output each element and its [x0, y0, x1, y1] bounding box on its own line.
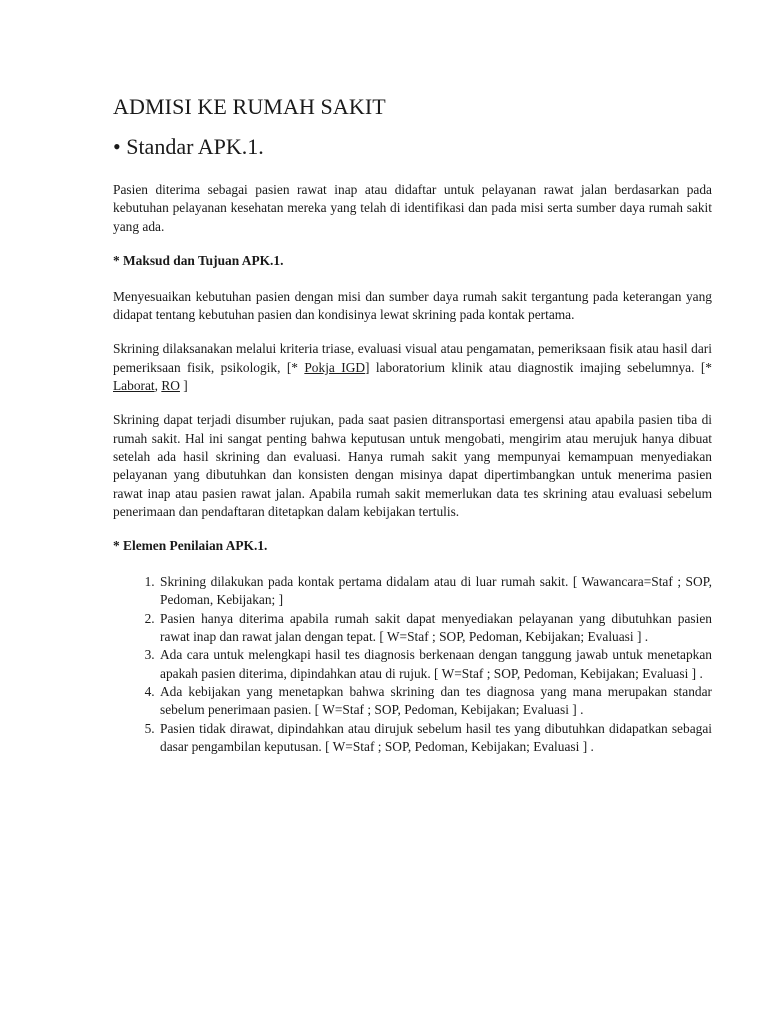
maksud-p2-text-d: ] [179, 378, 188, 394]
maksud-paragraph-3: Skrining dapat terjadi disumber rujukan, pada saat pasien ditransportasi emergensi atau apabila pasien tiba di rumah sakit. Hal ini sangat penting bahwa keputusan untuk mengobati, mengirim atau merujuk hanya dibuat setelah ada hasil skrining dan evaluasi. Hanya rumah sakit yang mempunyai kemampuan menyediakan pelayanan yang dibutuhkan dan konsisten dengan misinya dapat dipertimbangkan untuk menerima pasien rawat inap atau pasien rawat jalan. Apabila rumah sakit memerlukan data tes skrining atau evaluasi sebelum penerimaan dan pendaftaran ditetapkan dalam kebijakan tertulis. [113, 412, 712, 519]
maksud-paragraph-2 [113, 340, 712, 395]
list-item: 4. Ada kebijakan yang menetapkan bahwa skrining dan tes diagnosa yang mana merupakan standar sebelum penerimaan pasien. [ W=Staf ; SOP, Pedoman, Kebijakan; Evaluasi ] . [158, 683, 712, 720]
standard-subtitle: • Standar APK.1. [113, 134, 264, 159]
elemen-list [113, 573, 712, 756]
maksud-heading: * Maksud dan Tujuan APK.1. [113, 252, 284, 268]
list-item: 2. Pasien hanya diterima apabila rumah sakit dapat menyediakan pelayanan yang dibutuhkan pasien rawat inap dan rawat jalan dengan tepat. [ W=Staf ; SOP, Pedoman, Kebijakan; Evaluasi ] . [158, 610, 712, 647]
laborat-link[interactable]: Laborat [113, 378, 155, 394]
maksud-paragraph-1: Menyesuaikan kebutuhan pasien dengan misi dan sumber daya rumah sakit tergantung pada keterangan yang didapat tentang kebutuhan pasien dan kondisinya lewat skrining pada kontak pertama. [113, 288, 712, 323]
maksud-p2-text-a: Skrining dilaksanakan melalui kriteria triase, evaluasi visual atau pengamatan, pemeriksaan fisik atau hasil dari pemeriksaan fisik, psikologik, [* [113, 341, 712, 375]
elemen-heading: * Elemen Penilaian APK.1. [113, 538, 268, 554]
ro-link[interactable]: RO [161, 378, 180, 394]
list-item: 5. Pasien tidak dirawat, dipindahkan atau dirujuk sebelum hasil tes yang dibutuhkan didapatkan sebagai dasar pengambilan keputusan. [ W=Staf ; SOP, Pedoman, Kebijakan; Evaluasi ] . [158, 720, 712, 757]
maksud-p2-text-b: ] laboratorium klinik atau diagnostik imajing sebelumnya. [* [365, 359, 712, 375]
maksud-p2-text-c: , [154, 378, 162, 394]
list-item: 3. Ada cara untuk melengkapi hasil tes diagnosis berkenaan dengan tanggung jawab untuk menetapkan apakah pasien diterima, dipindahkan atau di rujuk. [ W=Staf ; SOP, Pedoman, Kebijakan; Evaluasi ] . [158, 646, 712, 683]
intro-paragraph: Pasien diterima sebagai pasien rawat inap atau didaftar untuk pelayanan rawat jalan berdasarkan pada kebutuhan pelayanan kesehatan mereka yang telah di identifikasi dan pada misi serta sumber daya rumah sakit yang ada. [113, 182, 712, 234]
list-item: 1. Skrining dilakukan pada kontak pertama didalam atau di luar rumah sakit. [ Wawancara=Staf ; SOP, Pedoman, Kebijakan; ] [158, 573, 712, 610]
pokja-igd-link[interactable]: Pokja IGD [304, 359, 366, 375]
page-title: ADMISI KE RUMAH SAKIT [113, 94, 386, 119]
